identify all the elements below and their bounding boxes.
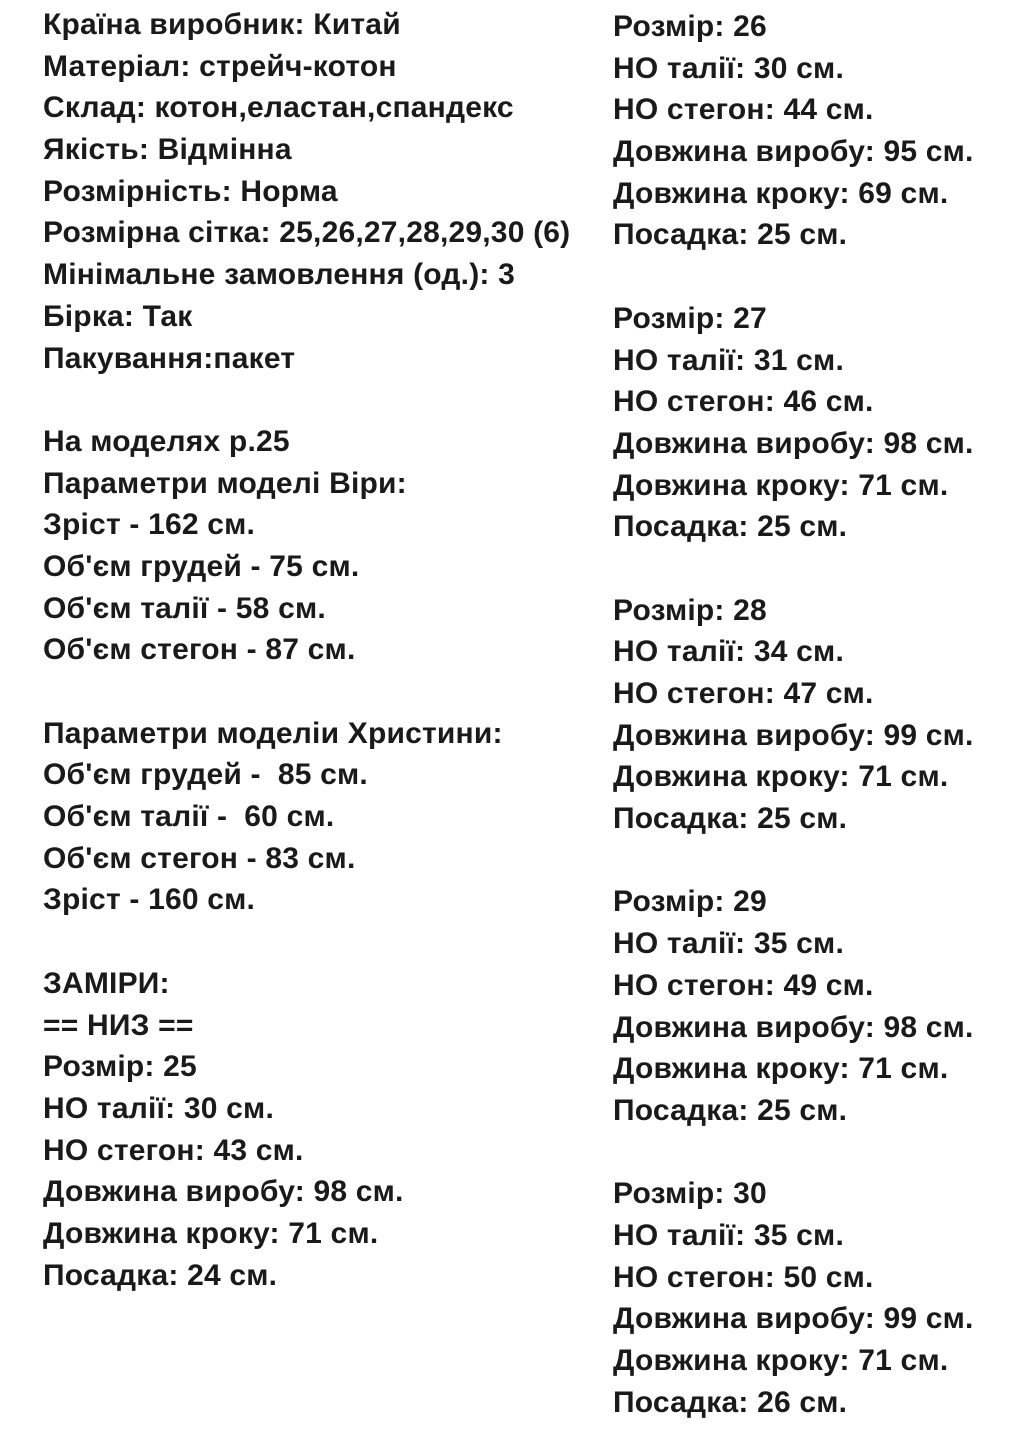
text-line: Довжина виробу: 95 см. <box>613 135 974 169</box>
text-line: Бірка: Так <box>43 299 193 333</box>
text-line: Посадка: 25 см. <box>613 802 848 836</box>
text-line: Параметри моделіи Христини: <box>43 716 503 750</box>
text-line: ЗАМІРИ: <box>43 966 170 1000</box>
text-line: НО талії: 30 см. <box>613 51 844 85</box>
text-line: НО стегон: 46 см. <box>613 385 874 419</box>
blank-line <box>613 548 974 590</box>
text-line: Склад: котон,еластан,спандекс <box>43 91 514 125</box>
blank-line <box>613 840 974 882</box>
text-line: Посадка: 25 см. <box>613 1093 848 1127</box>
text-line: Об'єм талії - 58 см. <box>43 591 326 625</box>
text-line: Довжина кроку: 71 см. <box>43 1216 379 1250</box>
text-line: НО стегон: 50 см. <box>613 1260 874 1294</box>
text-line: Довжина виробу: 99 см. <box>613 718 974 752</box>
text-line: Довжина кроку: 71 см. <box>613 468 949 502</box>
text-line: НО стегон: 49 см. <box>613 968 874 1002</box>
text-line: Розмір: 26 <box>613 10 767 43</box>
text-line: НО стегон: 47 см. <box>613 677 874 710</box>
text-line: Розмір: 28 <box>613 593 767 627</box>
text-line: Довжина виробу: 98 см. <box>613 1010 974 1044</box>
text-line: Об'єм талії - 60 см. <box>43 800 335 834</box>
text-line: Посадка: 26 см. <box>613 1385 848 1419</box>
text-line: Об'єм грудей - 75 см. <box>43 549 360 583</box>
text-line: Довжина виробу: 98 см. <box>43 1175 404 1209</box>
text-line: Матеріал: стрейч-котон <box>43 49 397 83</box>
text-line: Довжина виробу: 98 см. <box>613 426 974 460</box>
text-line: == НИЗ == <box>43 1008 194 1042</box>
text-line: НО талії: 34 см. <box>613 635 844 669</box>
text-line: Об'єм стегон - 83 см. <box>43 841 356 875</box>
text-line: Зріст - 162 см. <box>43 508 256 542</box>
text-line: Посадка: 25 см. <box>613 218 848 252</box>
blank-line <box>613 256 974 298</box>
text-line: Довжина кроку: 71 см. <box>613 1052 949 1086</box>
text-line: НО талії: 31 см. <box>613 343 844 377</box>
blank-line <box>43 671 570 713</box>
text-line: Розмірність: Норма <box>43 174 338 208</box>
text-line: Довжина кроку: 71 см. <box>613 1344 949 1377</box>
text-line: Пакування:пакет <box>43 341 296 375</box>
text-line: Зріст - 160 см. <box>43 883 256 917</box>
text-line: Посадка: 24 см. <box>43 1258 278 1292</box>
text-line: Розмір: 29 <box>613 885 767 919</box>
text-line: На моделях р.25 <box>43 424 290 458</box>
text-line: Розмірна сітка: 25,26,27,28,29,30 (6) <box>43 216 571 250</box>
text-line: НО талії: 35 см. <box>613 927 844 961</box>
size-measurements-column <box>613 6 974 1423</box>
text-line: Якість: Відмінна <box>43 133 292 167</box>
blank-line <box>43 921 570 963</box>
text-line: Довжина виробу: 99 см. <box>613 1302 974 1336</box>
text-line: Країна виробник: Китай <box>43 8 401 41</box>
product-details-column <box>43 4 570 1296</box>
text-line: Розмір: 30 <box>613 1177 767 1211</box>
text-line: НО талії: 35 см. <box>613 1218 844 1252</box>
text-line: Довжина кроку: 69 см. <box>613 176 949 210</box>
text-line: Мінімальне замовлення (од.): 3 <box>43 258 515 292</box>
blank-line <box>43 379 570 421</box>
blank-line <box>613 1132 974 1174</box>
text-line: Посадка: 25 см. <box>613 510 848 544</box>
text-line: Розмір: 27 <box>613 301 767 335</box>
text-line: НО стегон: 43 см. <box>43 1133 304 1167</box>
text-line: Об'єм грудей - 85 см. <box>43 758 368 792</box>
text-line: Параметри моделі Віри: <box>43 466 407 500</box>
text-line: НО талії: 30 см. <box>43 1091 274 1125</box>
text-line: Об'єм стегон - 87 см. <box>43 633 356 667</box>
text-line: Довжина кроку: 71 см. <box>613 760 949 794</box>
text-line: Розмір: 25 <box>43 1050 197 1084</box>
text-line: НО стегон: 44 см. <box>613 93 874 127</box>
